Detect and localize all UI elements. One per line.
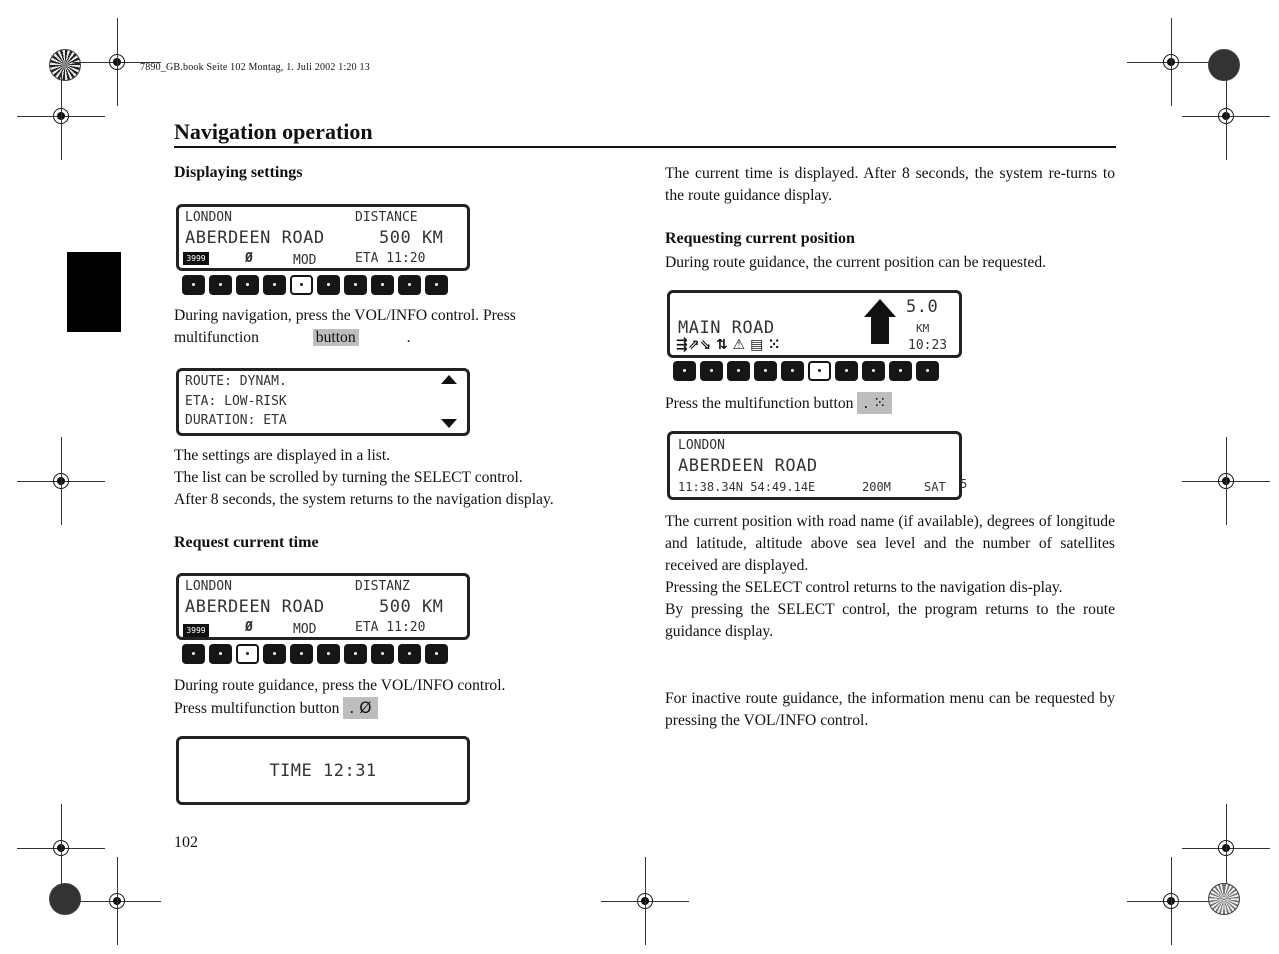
lcd-time-display bbox=[176, 736, 470, 805]
multifunction-button-6[interactable] bbox=[317, 644, 340, 664]
press-multifunction-text: Press the multifunction button bbox=[665, 395, 854, 412]
multifunction-button-4[interactable] bbox=[263, 275, 286, 295]
time-result-text: The current time is displayed. After 8 seconds, the system re-turns to the route guidance display. bbox=[665, 165, 1115, 204]
press-position-button-line bbox=[665, 392, 892, 415]
position-explanation-line: By pressing the SELECT control, the program returns to the route guidance display. bbox=[665, 601, 1115, 640]
multifunction-button-8[interactable] bbox=[371, 644, 394, 664]
multifunction-button-5[interactable] bbox=[290, 644, 313, 664]
print-header: 7890_GB.book Seite 102 Montag, 1. Juli 2002 1:20 13 bbox=[140, 62, 370, 73]
multifunction-button-7[interactable] bbox=[835, 361, 858, 381]
position-road: ABERDEEN ROAD bbox=[678, 456, 818, 476]
straight-arrow-stem bbox=[871, 316, 889, 344]
multifunction-button-2[interactable] bbox=[700, 361, 723, 381]
multifunction-button-row-3 bbox=[673, 361, 939, 381]
lcd-distance-value: 500 KM bbox=[379, 597, 444, 617]
scroll-down-icon[interactable] bbox=[441, 419, 457, 428]
registration-disc bbox=[49, 49, 81, 81]
multifunction-button-4[interactable] bbox=[263, 644, 286, 664]
position-altitude: 200M bbox=[862, 480, 891, 494]
page-number: 102 bbox=[174, 834, 198, 851]
list-route-option: ROUTE: DYNAM. bbox=[185, 374, 287, 389]
position-coordinates: 11:38.34N 54:49.14E bbox=[678, 480, 816, 494]
lcd-mode-label: MOD bbox=[293, 253, 317, 268]
lcd-navigation-display-2 bbox=[176, 573, 470, 640]
satellite-button-symbol: . ⁙ bbox=[857, 392, 892, 414]
multifunction-button-1[interactable] bbox=[182, 275, 205, 295]
multifunction-button-2[interactable] bbox=[209, 644, 232, 664]
position-explanation-line: The current position with road name (if available), degrees of longitude and latitude, altitude above sea level and the number of satellites received are displayed. bbox=[665, 513, 1115, 574]
multifunction-button-9[interactable] bbox=[398, 644, 421, 664]
lcd-road-name: ABERDEEN ROAD bbox=[185, 597, 325, 617]
thumb-tab bbox=[67, 252, 121, 332]
title-rule bbox=[174, 146, 1116, 148]
lcd-settings-list bbox=[176, 368, 470, 436]
period: . bbox=[406, 329, 411, 346]
list-duration-option: DURATION: ETA bbox=[185, 413, 287, 428]
lcd-destination-city: LONDON bbox=[185, 579, 232, 594]
position-city: LONDON bbox=[678, 438, 725, 453]
multifunction-button-9[interactable] bbox=[889, 361, 912, 381]
position-explanation bbox=[665, 511, 1115, 643]
settings-explanation-line: The list can be scrolled by turning the SELECT control. bbox=[174, 469, 523, 486]
settings-explanation-line: The settings are displayed in a list. bbox=[174, 447, 391, 464]
button-word-highlight: button bbox=[313, 329, 359, 346]
straight-arrow-icon bbox=[864, 299, 896, 317]
position-sat-label: SAT bbox=[924, 480, 946, 494]
multifunction-button-8[interactable] bbox=[862, 361, 885, 381]
lcd-bottom-row bbox=[183, 251, 209, 266]
multifunction-button-7[interactable] bbox=[344, 275, 367, 295]
heading-requesting-position: Requesting current position bbox=[665, 230, 855, 247]
multifunction-button-4[interactable] bbox=[754, 361, 777, 381]
lcd-main-road: MAIN ROAD bbox=[678, 318, 775, 338]
multifunction-button-1[interactable] bbox=[182, 644, 205, 664]
registration-disc bbox=[1208, 883, 1240, 915]
multifunction-button-7[interactable] bbox=[344, 644, 367, 664]
multifunction-button-3[interactable] bbox=[236, 644, 259, 664]
lcd-eta-label: ETA 11:20 bbox=[355, 251, 426, 266]
lcd-position-display bbox=[667, 431, 962, 500]
multifunction-button-6[interactable] bbox=[317, 275, 340, 295]
inactive-guidance-note: For inactive route guidance, the information menu can be requested by pressing the VOL/INFO control. bbox=[665, 690, 1115, 729]
section-title: Navigation operation bbox=[174, 119, 373, 144]
multifunction-word: multifunction bbox=[174, 329, 259, 346]
registration-disc bbox=[1208, 49, 1240, 81]
multifunction-button-8[interactable] bbox=[371, 275, 394, 295]
settings-instruction-line1: During navigation, press the VOL/INFO control. Press bbox=[174, 307, 516, 324]
registration-disc bbox=[49, 883, 81, 915]
lcd-navigation-display bbox=[176, 204, 470, 271]
multifunction-button-10[interactable] bbox=[425, 644, 448, 664]
lcd-distance-value: 500 KM bbox=[379, 228, 444, 248]
heading-displaying-settings: Displaying settings bbox=[174, 164, 303, 181]
multifunction-button-10[interactable] bbox=[425, 275, 448, 295]
lcd-clock: 10:23 bbox=[908, 338, 948, 353]
position-sat-count: 5 bbox=[960, 477, 968, 491]
time-instruction-line2 bbox=[174, 697, 378, 720]
position-explanation-line: Pressing the SELECT control returns to the navigation dis-play. bbox=[665, 579, 1063, 596]
multifunction-button-row bbox=[182, 275, 448, 295]
lcd-route-guidance bbox=[667, 290, 962, 358]
lcd-bottom-row bbox=[183, 620, 209, 639]
list-eta-option: ETA: LOW-RISK bbox=[185, 394, 287, 409]
lcd-compass-icon: Ø bbox=[245, 251, 253, 266]
lcd-compass-icon: Ø bbox=[245, 620, 253, 635]
time-instruction-line1: During route guidance, press the VOL/INFO control. bbox=[174, 677, 506, 694]
multifunction-button-3[interactable] bbox=[727, 361, 750, 381]
lcd-map-icon: 3999 bbox=[183, 252, 209, 265]
lcd-distance-unit: KM bbox=[916, 322, 930, 335]
position-intro-text: During route guidance, the current position can be requested. bbox=[665, 254, 1047, 271]
scroll-up-icon[interactable] bbox=[441, 375, 457, 384]
settings-instruction-line2 bbox=[174, 327, 624, 349]
lcd-turn-distance: 5.0 bbox=[906, 297, 939, 317]
lcd-maneuver-symbols: ⇶⇗⇘ ⇅ ⚠ ▤ ⁙ bbox=[676, 337, 780, 353]
lcd-distance-label: DISTANCE bbox=[355, 210, 418, 225]
multifunction-button-1[interactable] bbox=[673, 361, 696, 381]
settings-explanation bbox=[174, 445, 634, 511]
current-time-readout: TIME 12:31 bbox=[269, 761, 377, 781]
lcd-destination-city: LONDON bbox=[185, 210, 232, 225]
multifunction-button-2[interactable] bbox=[209, 275, 232, 295]
multifunction-button-6[interactable] bbox=[808, 361, 831, 381]
lcd-map-icon: 3999 bbox=[183, 624, 209, 637]
lcd-mode-label: MOD bbox=[293, 622, 317, 637]
lcd-distance-label: DISTANZ bbox=[355, 579, 410, 594]
multifunction-button-10[interactable] bbox=[916, 361, 939, 381]
clock-button-symbol: . Ø bbox=[343, 697, 377, 719]
multifunction-button-5[interactable] bbox=[290, 275, 313, 295]
multifunction-button-9[interactable] bbox=[398, 275, 421, 295]
lcd-road-name: ABERDEEN ROAD bbox=[185, 228, 325, 248]
multifunction-button-row-2 bbox=[182, 644, 448, 664]
multifunction-button-3[interactable] bbox=[236, 275, 259, 295]
heading-request-time: Request current time bbox=[174, 534, 319, 551]
lcd-eta-label: ETA 11:20 bbox=[355, 620, 426, 635]
multifunction-button-5[interactable] bbox=[781, 361, 804, 381]
press-multifunction-text: Press multifunction button bbox=[174, 700, 340, 717]
settings-explanation-line: After 8 seconds, the system returns to the navigation display. bbox=[174, 491, 554, 508]
